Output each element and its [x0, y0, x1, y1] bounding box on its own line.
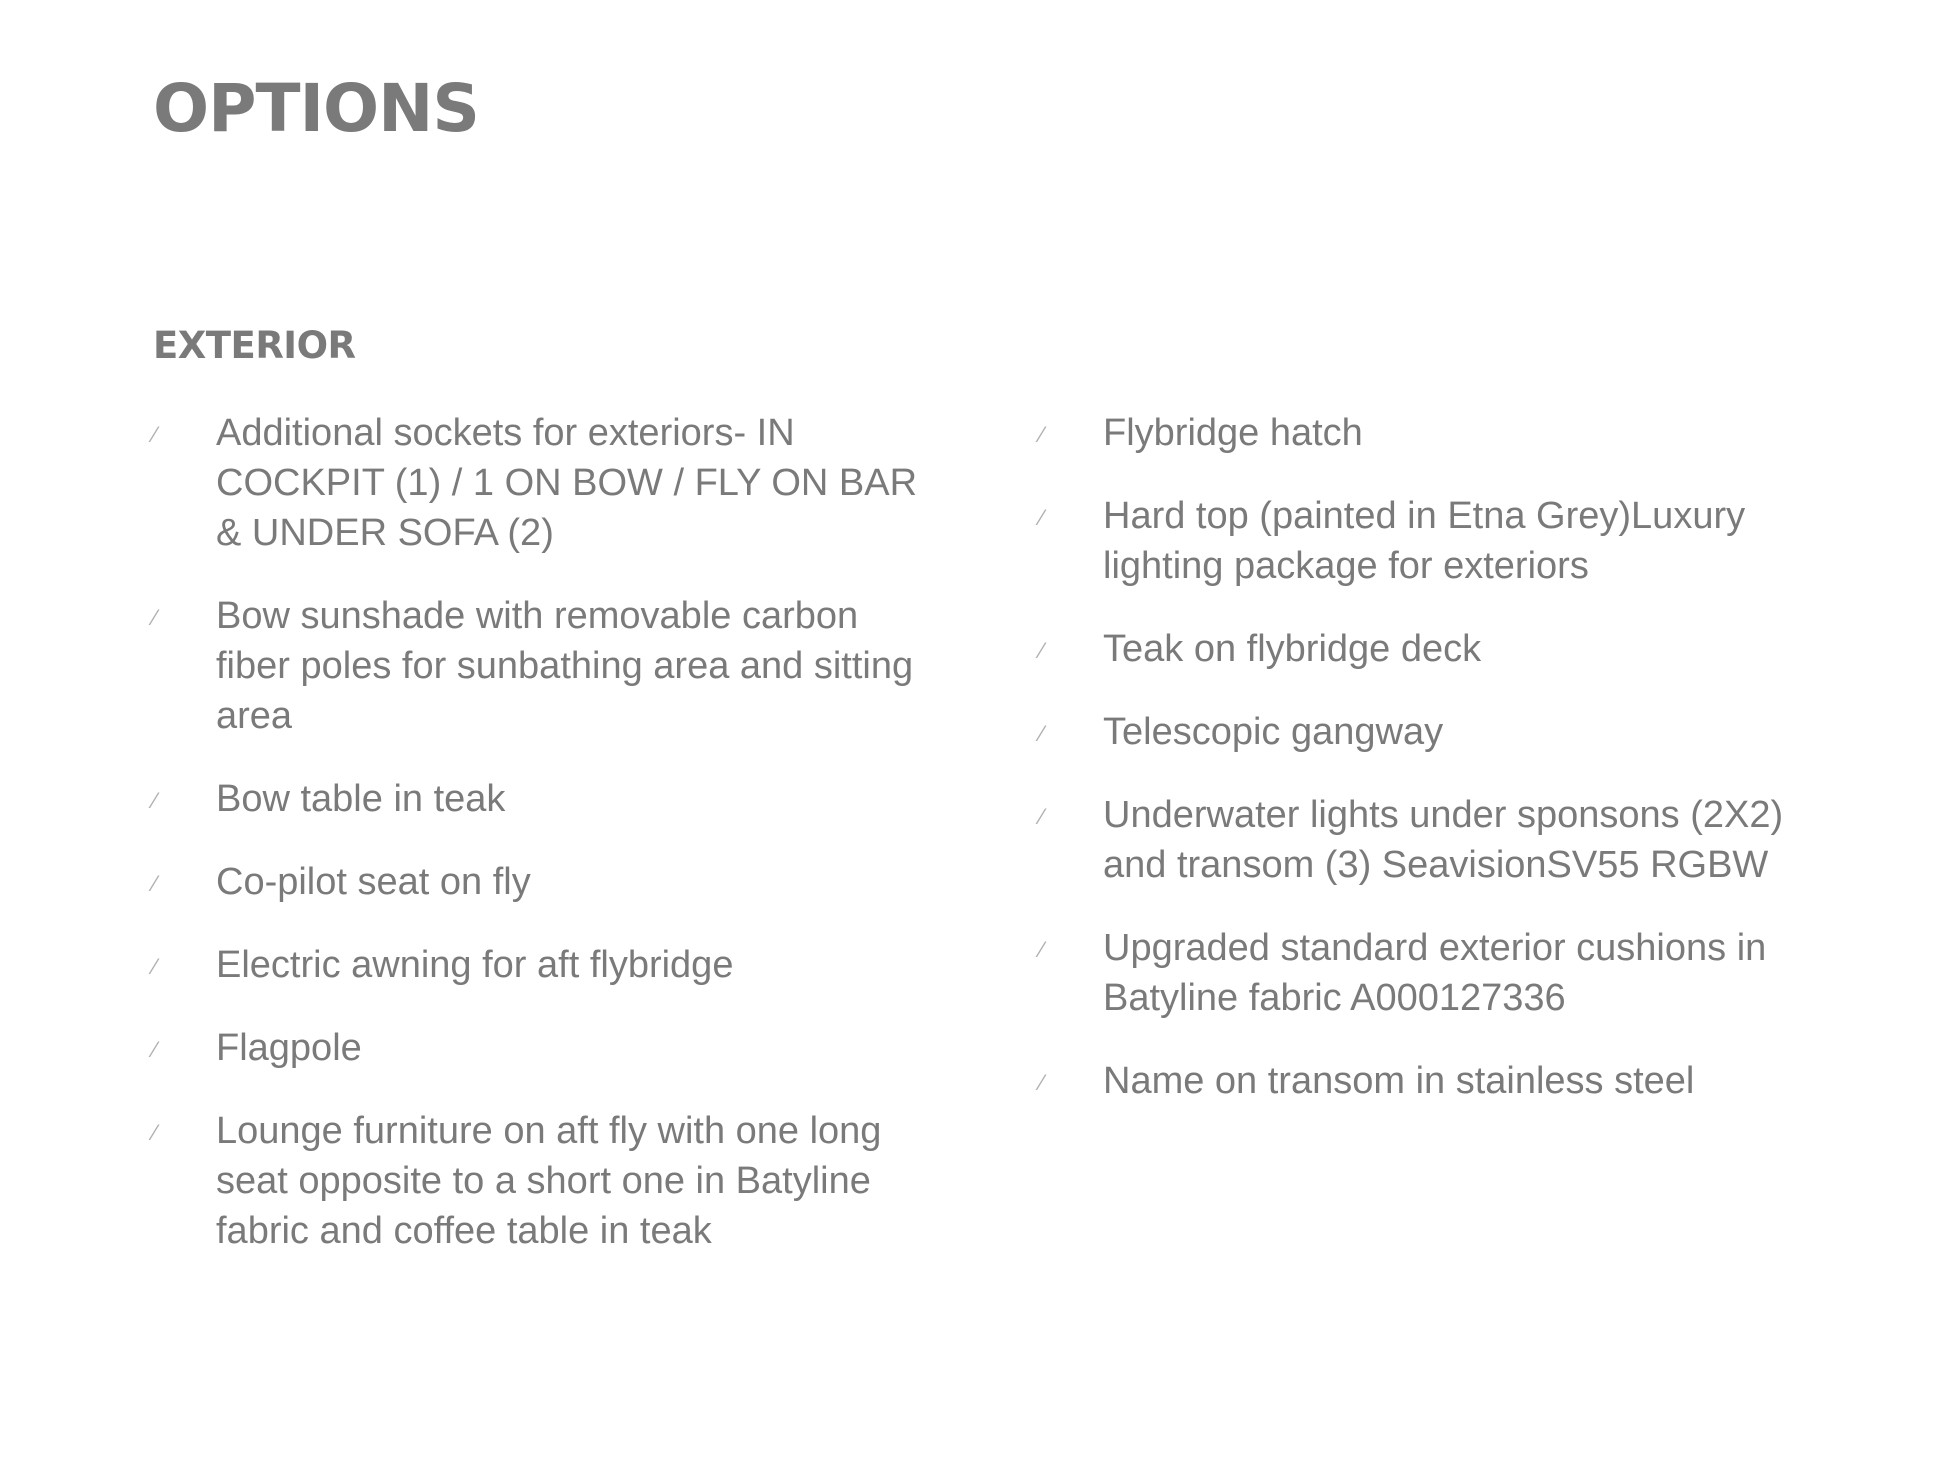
- slash-bullet-icon: ⁄: [1040, 804, 1044, 829]
- list-item-text: Additional sockets for exteriors- IN COCKPIT (1) / 1 ON BOW / FLY ON BAR & UNDER SOFA (2): [216, 412, 918, 554]
- list-item: [153, 408, 933, 558]
- list-item: [153, 1023, 933, 1073]
- list-item: [1040, 790, 1840, 890]
- list-item: [153, 591, 933, 741]
- slash-bullet-icon: ⁄: [1040, 1070, 1044, 1095]
- slash-bullet-icon: ⁄: [153, 1037, 157, 1062]
- list-item-text: Lounge furniture on aft fly with one long seat opposite to a short one in Batyline fabric and coffee table in teak: [216, 1110, 882, 1252]
- list-item: [1040, 923, 1840, 1023]
- list-item: [153, 774, 933, 824]
- slash-bullet-icon: ⁄: [153, 605, 157, 630]
- list-item: [1040, 408, 1840, 458]
- list-item-text: Underwater lights under sponsons (2X2) and transom (3) SeavisionSV55 RGBW: [1103, 794, 1784, 886]
- list-item-text: Flybridge hatch: [1103, 412, 1363, 454]
- slash-bullet-icon: ⁄: [153, 954, 157, 979]
- list-item: [1040, 707, 1840, 757]
- slash-bullet-icon: ⁄: [153, 871, 157, 896]
- list-item-text: Name on transom in stainless steel: [1103, 1060, 1695, 1102]
- list-item-text: Hard top (painted in Etna Grey)Luxury lighting package for exteriors: [1103, 495, 1746, 587]
- list-item-text: Co-pilot seat on fly: [216, 861, 531, 903]
- page-title: OPTIONS: [153, 70, 479, 147]
- slash-bullet-icon: ⁄: [1040, 721, 1044, 746]
- right-options-list: [1040, 408, 1840, 1139]
- list-item-text: Telescopic gangway: [1103, 711, 1444, 753]
- slash-bullet-icon: ⁄: [153, 1120, 157, 1145]
- list-item: [1040, 491, 1840, 591]
- list-item: [1040, 1056, 1840, 1106]
- slash-bullet-icon: ⁄: [1040, 937, 1044, 962]
- list-item-text: Bow table in teak: [216, 778, 506, 820]
- slash-bullet-icon: ⁄: [1040, 422, 1044, 447]
- list-item: [1040, 624, 1840, 674]
- list-item: [153, 857, 933, 907]
- list-item: [153, 1106, 933, 1256]
- list-item-text: Flagpole: [216, 1027, 362, 1069]
- list-item-text: Electric awning for aft flybridge: [216, 944, 734, 986]
- slash-bullet-icon: ⁄: [1040, 505, 1044, 530]
- slash-bullet-icon: ⁄: [153, 788, 157, 813]
- slash-bullet-icon: ⁄: [153, 422, 157, 447]
- list-item-text: Teak on flybridge deck: [1103, 628, 1482, 670]
- section-title: EXTERIOR: [153, 324, 356, 367]
- list-item-text: Upgraded standard exterior cushions in Batyline fabric A000127336: [1103, 927, 1767, 1019]
- list-item: [153, 940, 933, 990]
- slash-bullet-icon: ⁄: [1040, 638, 1044, 663]
- list-item-text: Bow sunshade with removable carbon fiber poles for sunbathing area and sitting area: [216, 595, 914, 737]
- left-options-list: [153, 408, 933, 1289]
